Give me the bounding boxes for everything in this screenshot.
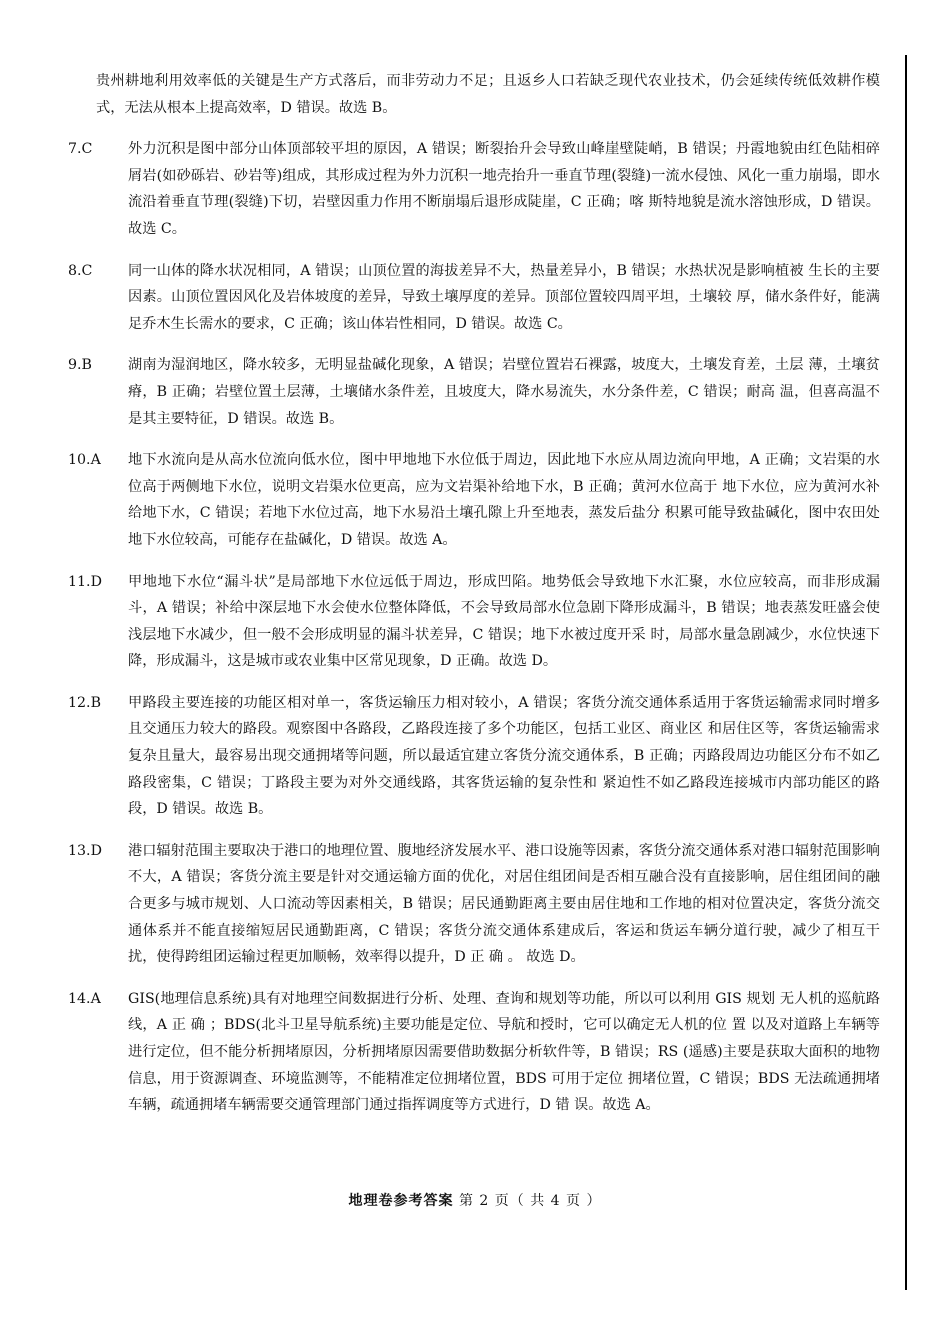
answer-explanation: 外力沉积是图中部分山体顶部较平坦的原因，A 错误；断裂抬升会导致山峰崖壁陡峭，B 错误；丹霞地貌由红色陆相碎屑岩(如砂砾岩、砂岩等)组成，其形成过程为外力沉积一地壳抬升一垂直节理(裂缝)一流水侵蚀、风化一重力崩塌，即水流沿着垂直节理(裂缝)下切，岩壁因重力作用不断崩塌后退形成陡崖，C 正确；喀 斯特地貌是流水溶蚀形成，D 错误。故选 C。 — [128, 141, 880, 237]
answer-number: 11.D — [68, 573, 102, 590]
intro-paragraph: 贵州耕地利用效率低的关键是生产方式落后，而非劳动力不足；且返乡人口若缺乏现代农业技术，仍会延续传统低效耕作模式，无法从根本上提高效率，D 错误。故选 B。 — [96, 73, 880, 116]
page-footer — [0, 1190, 950, 1210]
answer-explanation: 湖南为湿润地区，降水较多，无明显盐碱化现象，A 错误；岩壁位置岩石裸露，坡度大，土壤发育差，土层 薄，土壤贫瘠，B 正确；岩壁位置土层薄，土壤储水条件差，且坡度大，降水易流失，水分条件差，C 错误；耐高 温，但喜高温不是其主要特征，D 错误。故选 B。 — [128, 357, 880, 427]
answer-item-14 — [68, 986, 880, 1119]
answer-item-8 — [68, 258, 880, 338]
answer-number: 8.C — [68, 262, 93, 279]
answer-item-13 — [68, 838, 880, 971]
answer-number: 13.D — [68, 842, 102, 859]
answer-explanation: 同一山体的降水状况相同，A 错误；山顶位置的海拔差异不大，热量差异小，B 错误；水热状况是影响植被 生长的主要因素。山顶位置因风化及岩体坡度的差异，导致土壤厚度的差异。顶部位置较四周平坦，土壤较 厚，储水条件好，能满足乔木生长需水的要求，C 正确；该山体岩性相同，D 错误。故选 C。 — [128, 262, 880, 332]
page-number: 第 2 页（ 共 4 页 ） — [458, 1193, 602, 1209]
answer-item-9 — [68, 352, 880, 432]
answer-page — [68, 68, 880, 1134]
answer-number: 7.C — [68, 141, 93, 158]
footer-title: 地理卷参考答案 — [348, 1193, 454, 1209]
right-margin-rule — [905, 55, 907, 1290]
answer-explanation: GIS(地理信息系统)具有对地理空间数据进行分析、处理、查询和规划等功能，所以可以利用 GIS 规划 无人机的巡航路线，A 正 确 ；BDS(北斗卫星导航系统)主要功能是定位、导航和授时，它可以确定无人机的位 置 以及对道路上车辆等进行定位，但不能分析拥堵原因，分析拥堵原因需要借助数据分析软件等，B 错误；RS (遥感)主要是获取大面积的地物信息，用于资源调查、环境监测等，不能精准定位拥堵位置，BDS 可用于定位 拥堵位置，C 错误；BDS 无法疏通拥堵车辆，疏通拥堵车辆需要交通管理部门通过指挥调度等方式进行，D 错 误。故选 A。 — [128, 990, 880, 1114]
answer-item-7 — [68, 136, 880, 242]
answer-explanation: 甲路段主要连接的功能区相对单一，客货运输压力相对较小，A 错误；客货分流交通体系适用于客货运输需求同时增多且交通压力较大的路段。观察图中各路段，乙路段连接了多个功能区，包括工业区、商业区 和居住区等，客货运输需求复杂且量大，最容易出现交通拥堵等问题，所以最适宜建立客货分流交通体系，B 正确；丙路段周边功能区分布不如乙路段密集，C 错误；丁路段主要为对外交通线路，其客货运输的复杂性和 紧迫性不如乙路段连接城市内部功能区的路段，D 错误。故选 B。 — [128, 694, 880, 818]
answer-explanation: 港口辐射范围主要取决于港口的地理位置、腹地经济发展水平、港口设施等因素，客货分流交通体系对港口辐射范围影响不大，A 错误；客货分流主要是针对交通运输方面的优化，对居住组团间是否相互融合没有直接影响，居住组团间的融合更多与城市规划、人口流动等因素相关，B 错误；居民通勤距离主要由居住地和工作地的相对位置决定，客货分流交通体系并不能直接缩短居民通勤距离，C 错误；客货分流交通体系建成后，客运和货运车辆分道行驶，减少了相互干扰，使得跨组团运输过程更加顺畅，效率得以提升，D 正 确 。 故选 D。 — [128, 842, 880, 966]
answer-item-12 — [68, 690, 880, 823]
answer-number: 9.B — [68, 357, 92, 374]
answer-number: 12.B — [68, 694, 101, 711]
answer-item-10 — [68, 447, 880, 553]
answer-number: 14.A — [68, 990, 101, 1007]
answer-explanation: 甲地地下水位“漏斗状”是局部地下水位远低于周边，形成凹陷。地势低会导致地下水汇聚，水位应较高，而非形成漏斗，A 错误；补给中深层地下水会使水位整体降低，不会导致局部水位急剧下降形成漏斗，B 错误；地表蒸发旺盛会使浅层地下水减少，但一般不会形成明显的漏斗状差异，C 错误；地下水被过度开采 时，局部水量急剧减少，水位快速下降，形成漏斗，这是城市或农业集中区常见现象，D 正确。故选 D。 — [128, 573, 880, 670]
answer-number: 10.A — [68, 452, 101, 469]
answer-explanation: 地下水流向是从高水位流向低水位，图中甲地地下水位低于周边，因此地下水应从周边流向甲地，A 正确；文岩渠的水位高于两侧地下水位，说明文岩渠水位更高，应为文岩渠补给地下水，B 正确；黄河水位高于 地下水位，应为黄河水补给地下水，C 错误；若地下水位过高，地下水易沿土壤孔隙上升至地表，蒸发后盐分 积累可能导致盐碱化，图中农田处地下水位较高，可能存在盐碱化，D 错误。故选 A。 — [128, 452, 880, 548]
answer-item-11 — [68, 569, 880, 675]
